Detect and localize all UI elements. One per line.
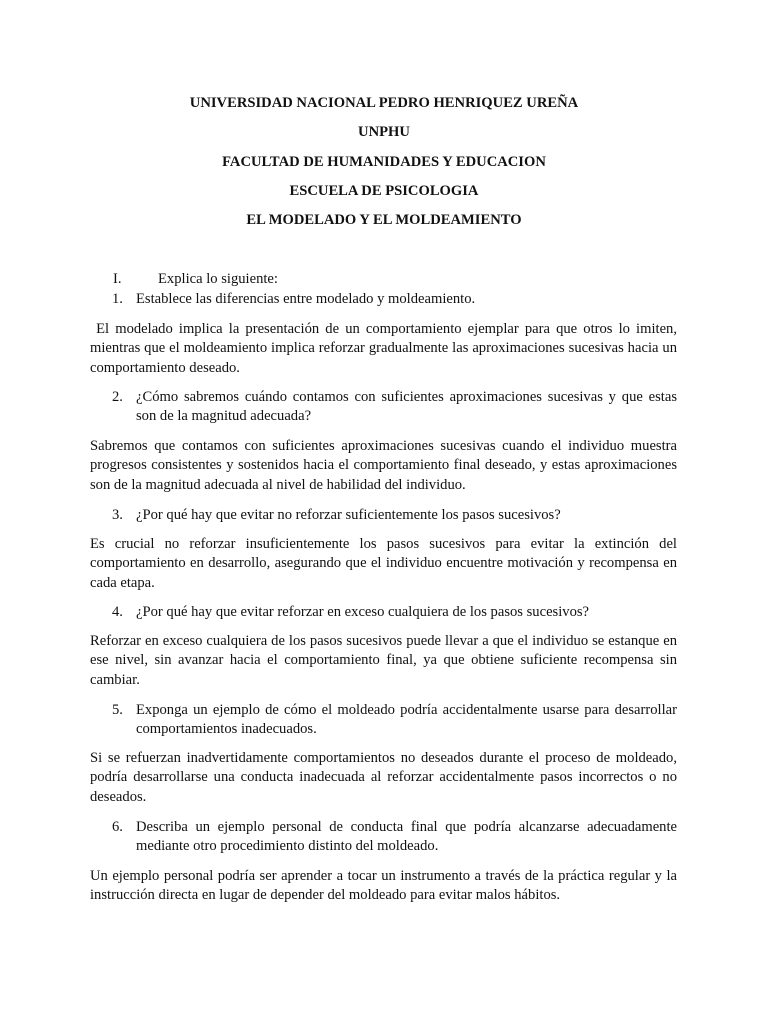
question-number: 1. [112,291,123,307]
question-item [0,388,768,428]
question-number: 6. [112,819,123,835]
section-heading [0,270,768,290]
question-text: ¿Por qué hay que evitar reforzar en exceso cualquiera de los pasos sucesivos? [136,604,590,620]
question-number: 2. [112,389,123,405]
question-number: 4. [112,604,123,620]
answer-paragraph: Reforzar en exceso cualquiera de los pasos sucesivos puede llevar a que el individuo se estanque en ese nivel, sin avanzar hacia el comportamiento final, ya que obtiene suficiente recompensa sin cambiar. [90,633,677,688]
question-item [0,506,768,526]
question-item [0,701,768,741]
question-text: ¿Por qué hay que evitar no reforzar suficientemente los pasos sucesivos? [136,507,561,523]
question-number: 3. [112,507,123,523]
answer-paragraph: Sabremos que contamos con suficientes aproximaciones sucesivas cuando el individuo muestra progresos consistentes y sostenidos hacia el comportamiento final deseado, y estas aproximaciones son de la magnitud adecuada al nivel de habilidad del individuo. [90,438,677,493]
question-number: 5. [112,702,123,718]
answer-paragraph: Un ejemplo personal podría ser aprender a tocar un instrumento a través de la práctica regular y la instrucción directa en lugar de depender del moldeado para evitar malos hábitos. [90,868,677,904]
answer-paragraph: El modelado implica la presentación de un comportamiento ejemplar para que otros lo imiten, mientras que el moldeamiento implica reforzar gradualmente las aproximaciones sucesivas hacia un comportamiento deseado. [90,321,681,376]
acronym-heading: UNPHU [358,124,410,140]
answer-paragraph: Si se refuerzan inadvertidamente comportamientos no deseados durante el proceso de moldeado, podría desarrollarse una conducta inadecuada al reforzar accidentalmente pasos incorrectos o no deseados. [90,750,677,805]
document-title: EL MODELADO Y EL MOLDEAMIENTO [246,212,522,228]
section-numeral: I. [113,271,122,287]
section-text: Explica lo siguiente: [158,271,278,287]
answer-paragraph: Es crucial no reforzar insuficientemente los pasos sucesivos para evitar la extinción del comportamiento en desarrollo, asegurando que el individuo encuentre motivación y recompensa en cada etapa. [90,536,677,591]
question-item [0,603,768,623]
question-item [0,290,768,310]
question-text: Establece las diferencias entre modelado y moldeamiento. [136,291,476,307]
question-text: Exponga un ejemplo de cómo el moldeado podría accidentalmente usarse para desarrollar comportamientos inadecuados. [136,702,677,738]
school-heading: ESCUELA DE PSICOLOGIA [289,183,479,199]
question-text: Describa un ejemplo personal de conducta final que podría alcanzarse adecuadamente mediante otro procedimiento distinto del moldeado. [136,819,677,855]
faculty-heading: FACULTAD DE HUMANIDADES Y EDUCACION [222,154,546,170]
university-heading: UNIVERSIDAD NACIONAL PEDRO HENRIQUEZ UREÑA [189,95,579,111]
question-item [0,818,768,858]
question-text: ¿Cómo sabremos cuándo contamos con suficientes aproximaciones sucesivas y que estas son de la magnitud adecuada? [136,389,677,425]
